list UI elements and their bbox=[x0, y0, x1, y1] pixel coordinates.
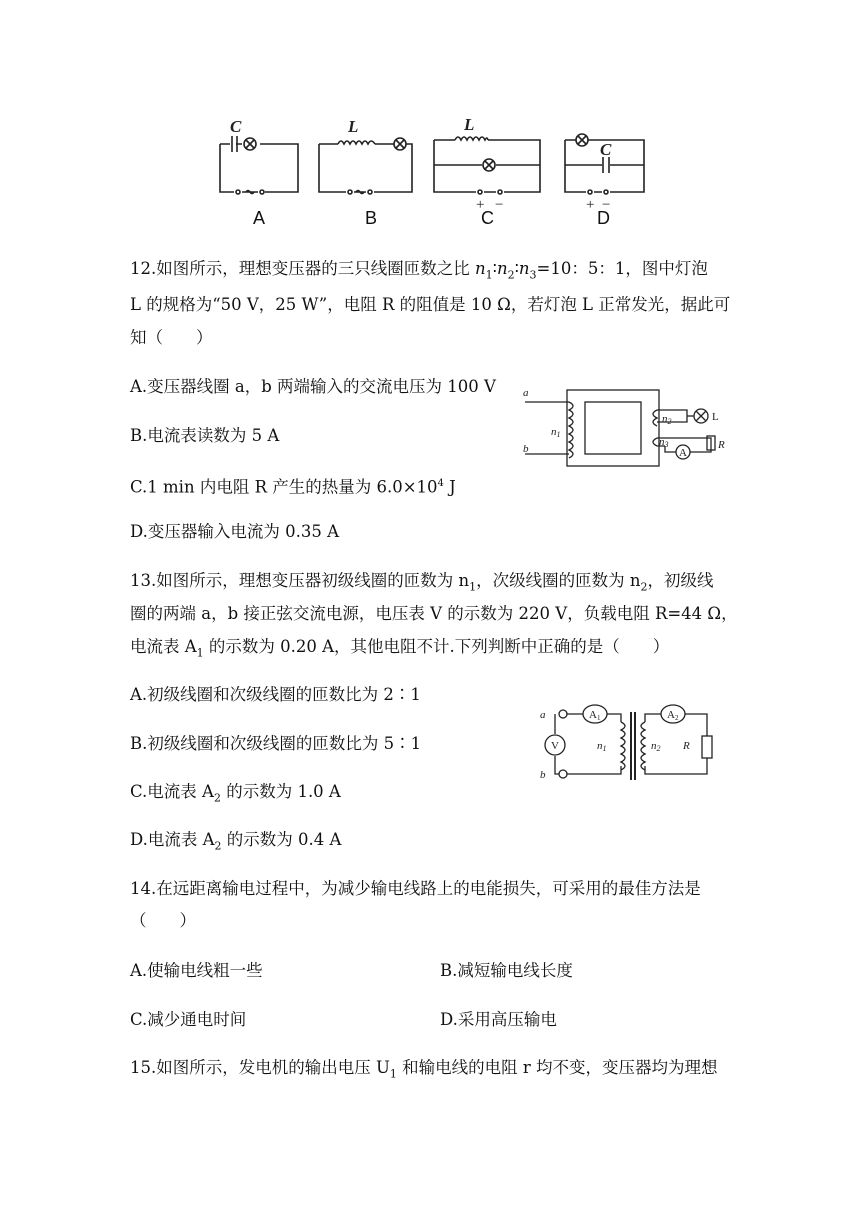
option-a-label: A bbox=[253, 208, 266, 228]
q12-option-b[interactable]: B.电流表读数为 5 A bbox=[130, 426, 280, 445]
resistor-label: R bbox=[683, 740, 690, 752]
ind-label-c: L bbox=[464, 115, 475, 134]
plus-d: + bbox=[586, 197, 595, 213]
svg-text:n2: n2 bbox=[662, 413, 672, 426]
voltmeter-label: V bbox=[551, 740, 559, 752]
cap-label-a: C bbox=[230, 117, 242, 136]
q14-option-a[interactable]: A.使输电线粗一些 bbox=[130, 961, 263, 980]
circuit-b bbox=[319, 138, 412, 194]
q13-option-b[interactable]: B.初级线圈和次级线圈的匝数比为 5∶1 bbox=[130, 734, 422, 753]
q14-stem-line2: （ ） bbox=[130, 911, 196, 930]
svg-text:A2: A2 bbox=[667, 709, 679, 722]
q13-stem-line1: 13.如图所示，理想变压器初级线圈的匝数为 $n_1$，次级线圈的匝数为 $n_2$，初级线 bbox=[130, 571, 714, 594]
q14-option-c[interactable]: C.减少通电时间 bbox=[130, 1010, 247, 1029]
ind-label-b: L bbox=[348, 117, 359, 136]
q12-transformer-figure bbox=[515, 382, 730, 474]
option-c-label: C bbox=[481, 208, 494, 228]
terminal-b-label: b bbox=[523, 443, 529, 455]
q13-option-c[interactable]: C.电流表 $A_2$ 的示数为 1.0 A bbox=[130, 782, 341, 805]
option-d-label: D bbox=[597, 208, 610, 228]
q13-option-a[interactable]: A.初级线圈和次级线圈的匝数比为 2∶1 bbox=[130, 685, 421, 704]
q14-stem-line1: 14.在远距离输电过程中，为减少输电线路上的电能损失，可采用的最佳方法是 bbox=[130, 879, 701, 898]
q11-circuits-figure bbox=[200, 110, 660, 235]
q12-stem-line1: 12.如图所示，理想变压器的三只线圈匝数之比 $n_1∶n_2∶n_3=10$：5：1，图中灯泡 bbox=[130, 259, 708, 282]
svg-text:n1: n1 bbox=[551, 426, 561, 439]
lamp-label: L bbox=[712, 411, 719, 423]
terminal-a-label: a bbox=[540, 709, 546, 721]
q12-option-a[interactable]: A.变压器线圈 a，b 两端输入的交流电压为 100 V bbox=[130, 377, 496, 396]
circuit-c bbox=[434, 137, 540, 194]
svg-text:n1: n1 bbox=[597, 740, 607, 753]
svg-text:n3: n3 bbox=[659, 436, 669, 449]
q15-stem-line1: 15.如图所示，发电机的输出电压 $U_1$ 和输电线的电阻 r 均不变，变压器均为理想 bbox=[130, 1058, 718, 1081]
q14-option-d[interactable]: D.采用高压输电 bbox=[440, 1010, 557, 1029]
q12-option-d[interactable]: D.变压器输入电流为 0.35 A bbox=[130, 522, 340, 541]
q14-option-b[interactable]: B.减短输电线长度 bbox=[440, 961, 573, 980]
circuit-a bbox=[220, 136, 298, 194]
q12-stem-line2: L 的规格为“50 V，25 W”，电阻 R 的阻值是 10 Ω，若灯泡 L 正常发光，据此可 bbox=[130, 295, 731, 314]
terminal-a-label: a bbox=[523, 387, 529, 399]
q13-stem-line2: 圈的两端 a，b 接正弦交流电源，电压表 V 的示数为 220 V，负载电阻 R=44 Ω， bbox=[130, 604, 738, 623]
q13-option-d[interactable]: D.电流表 $A_2$ 的示数为 0.4 A bbox=[130, 830, 342, 853]
ammeter-label: A bbox=[679, 447, 687, 459]
cap-label-d: C bbox=[600, 140, 612, 159]
terminal-b-label: b bbox=[540, 769, 546, 781]
svg-text:n2: n2 bbox=[651, 740, 661, 753]
minus-d: − bbox=[602, 197, 611, 213]
q13-stem-line3: 电流表 $A_1$ 的示数为 0.20 A，其他电阻不计.下列判断中正确的是（ ） bbox=[130, 637, 670, 660]
q12-stem-line3: 知（ ） bbox=[130, 328, 213, 347]
resistor-label: R bbox=[718, 439, 725, 451]
svg-text:A1: A1 bbox=[589, 709, 601, 722]
q13-transformer-figure bbox=[535, 700, 725, 785]
plus-c: + bbox=[476, 197, 485, 213]
option-b-label: B bbox=[365, 208, 378, 228]
minus-c: − bbox=[495, 197, 504, 213]
q12-option-c[interactable]: C.1 min 内电阻 R 产生的热量为 $6.0\times 10^4$ J bbox=[130, 477, 456, 497]
